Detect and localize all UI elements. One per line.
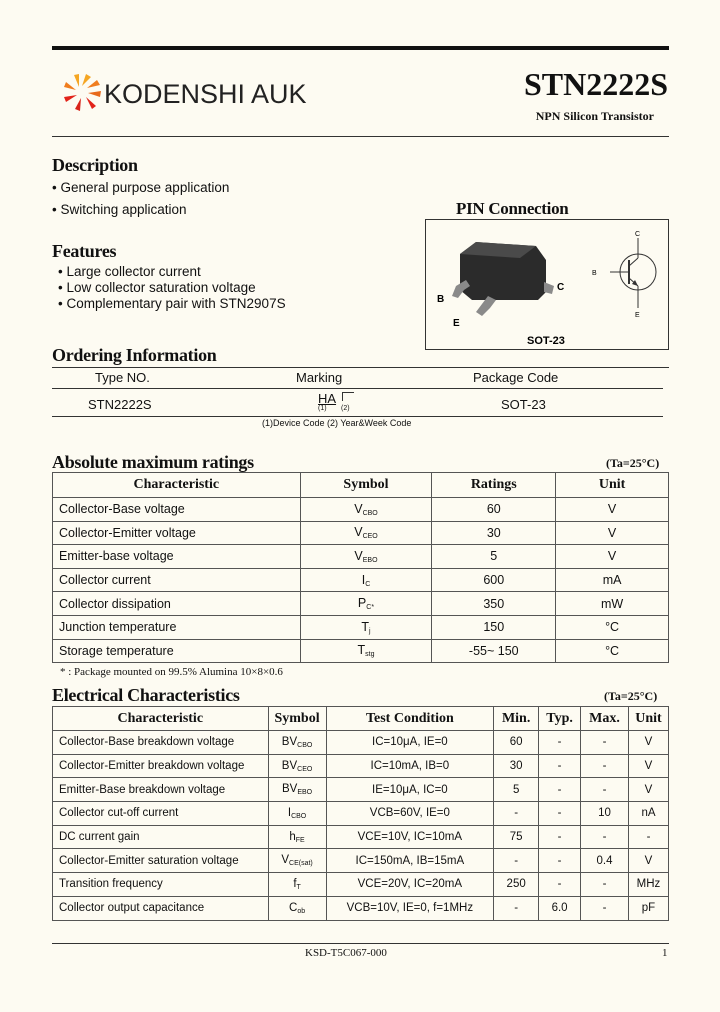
elec-symbol-sub: FE <box>295 836 305 844</box>
abs-unit-cell: mW <box>556 592 669 616</box>
elec-unit-cell: V <box>628 849 668 873</box>
abs-symbol-sub: j <box>369 627 371 635</box>
elec-condition-cell: IE=10μA, IC=0 <box>326 778 494 802</box>
elec-condition-cell: IC=150mA, IB=15mA <box>326 849 494 873</box>
elec-unit-cell: MHz <box>628 873 668 897</box>
elec-unit-cell: - <box>628 825 668 849</box>
elec-condition-cell: VCB=60V, IE=0 <box>326 802 494 826</box>
top-rule <box>52 46 669 50</box>
part-number-title: STN2222S <box>523 66 668 102</box>
abs-symbol: V <box>354 548 363 563</box>
elec-symbol-sub: EBO <box>297 789 313 797</box>
elec-min-cell: - <box>494 896 539 920</box>
abs-unit-cell: mA <box>556 568 669 592</box>
elec-symbol-cell <box>268 802 326 826</box>
abs-row <box>53 639 669 663</box>
ordering-bottom-rule <box>52 416 663 417</box>
footer-page-number: 1 <box>662 947 668 959</box>
elec-symbol: C <box>289 901 298 914</box>
abs-characteristic-cell: Collector current <box>53 568 301 592</box>
abs-characteristic-cell: Emitter-base voltage <box>53 545 301 569</box>
elec-unit-cell: pF <box>628 896 668 920</box>
abs-unit-cell: V <box>556 521 669 545</box>
schematic-b-label: B <box>592 270 597 277</box>
features-heading: Features <box>52 241 117 261</box>
ordering-heading: Ordering Information <box>52 345 217 365</box>
elec-max-cell: - <box>581 778 629 802</box>
abs-header-cell: Characteristic <box>53 473 301 498</box>
elec-min-cell: 30 <box>494 754 539 778</box>
elec-min-cell: 250 <box>494 873 539 897</box>
header-divider <box>52 136 669 137</box>
elec-min-cell: 5 <box>494 778 539 802</box>
elec-max-cell: - <box>581 731 629 755</box>
elec-header-cell: Min. <box>494 707 539 731</box>
pin-e-label: E <box>453 318 460 329</box>
pin-connection-figure <box>425 219 669 350</box>
elec-max-cell: 10 <box>581 802 629 826</box>
elec-symbol-cell <box>268 825 326 849</box>
elec-symbol-cell <box>268 896 326 920</box>
schematic-e-label: E <box>635 312 640 319</box>
ordering-col-package: Package Code <box>473 370 559 385</box>
elec-symbol-cell <box>268 754 326 778</box>
elec-characteristic-cell: Collector-Emitter saturation voltage <box>53 849 269 873</box>
elec-symbol-sub: CBO <box>297 741 313 749</box>
elec-header-cell: Symbol <box>268 707 326 731</box>
description-item: • General purpose application <box>52 180 230 195</box>
sot23-package-icon <box>426 220 670 351</box>
elec-symbol: BV <box>281 783 298 796</box>
elec-unit-cell: V <box>628 731 668 755</box>
abs-header-cell: Symbol <box>300 473 432 498</box>
elec-characteristic-cell: Collector output capacitance <box>53 896 269 920</box>
abs-characteristic-cell: Junction temperature <box>53 615 301 639</box>
abs-symbol: P <box>357 596 367 611</box>
elec-unit-cell: V <box>628 754 668 778</box>
elec-symbol-cell <box>268 873 326 897</box>
abs-unit-cell: V <box>556 545 669 569</box>
abs-symbol-cell <box>300 639 432 663</box>
abs-symbol: V <box>354 501 363 516</box>
elec-header-cell: Test Condition <box>326 707 494 731</box>
elec-header-cell: Max. <box>581 707 629 731</box>
elec-characteristic-cell: DC current gain <box>53 825 269 849</box>
elec-symbol: BV <box>281 735 298 748</box>
elec-symbol: V <box>281 854 290 867</box>
part-subtitle: NPN Silicon Transistor <box>535 109 654 123</box>
abs-rating-cell: 5 <box>432 545 556 569</box>
abs-symbol-sub: C <box>365 580 371 588</box>
brand-name: KODENSHI AUK <box>104 79 307 109</box>
abs-row <box>53 592 669 616</box>
elec-characteristic-cell: Collector-Base breakdown voltage <box>53 731 269 755</box>
elec-condition: (Ta=25°C) <box>604 689 658 703</box>
elec-symbol-cell <box>268 731 326 755</box>
elec-typ-cell: - <box>539 849 581 873</box>
abs-max-heading: Absolute maximum ratings <box>52 452 254 472</box>
elec-unit-cell: nA <box>628 802 668 826</box>
abs-rating-cell: 150 <box>432 615 556 639</box>
elec-symbol-cell <box>268 778 326 802</box>
elec-header-cell: Characteristic <box>53 707 269 731</box>
abs-symbol: V <box>354 525 363 540</box>
elec-typ-cell: - <box>539 731 581 755</box>
abs-row <box>53 615 669 639</box>
abs-symbol-cell <box>300 568 432 592</box>
marking-note-2: (2) <box>341 405 350 412</box>
abs-unit-cell: °C <box>556 639 669 663</box>
abs-symbol-cell <box>300 498 432 522</box>
abs-unit-cell: °C <box>556 615 669 639</box>
elec-symbol: BV <box>281 759 298 772</box>
elec-condition-cell: VCE=20V, IC=20mA <box>326 873 494 897</box>
description-heading: Description <box>52 155 138 175</box>
abs-header-cell: Ratings <box>432 473 556 498</box>
elec-row <box>53 754 669 778</box>
elec-typ-cell: 6.0 <box>539 896 581 920</box>
elec-typ-cell: - <box>539 802 581 826</box>
abs-symbol-cell <box>300 615 432 639</box>
elec-symbol-sub: T <box>296 883 301 891</box>
abs-symbol: I <box>361 572 366 587</box>
ordering-col-marking: Marking <box>296 370 343 385</box>
elec-condition-cell: VCE=10V, IC=10mA <box>326 825 494 849</box>
elec-row <box>53 873 669 897</box>
pin-c-label: C <box>557 282 565 293</box>
elec-max-cell: - <box>581 825 629 849</box>
elec-row <box>53 778 669 802</box>
abs-symbol: T <box>361 619 370 634</box>
package-label: SOT-23 <box>527 335 565 347</box>
footer-doc-code: KSD-T5C067-000 <box>305 947 387 959</box>
feature-item: • Low collector saturation voltage <box>58 280 256 295</box>
elec-symbol: h <box>289 830 296 843</box>
elec-min-cell: 75 <box>494 825 539 849</box>
abs-rating-cell: 350 <box>432 592 556 616</box>
elec-condition-cell: VCB=10V, IE=0, f=1MHz <box>326 896 494 920</box>
abs-rating-cell: 60 <box>432 498 556 522</box>
abs-symbol: T <box>357 643 366 658</box>
marking-note-1: (1) <box>318 405 327 412</box>
elec-header-cell: Unit <box>628 707 668 731</box>
elec-typ-cell: - <box>539 825 581 849</box>
abs-row <box>53 521 669 545</box>
elec-symbol-sub: CE(sat) <box>289 860 313 868</box>
elec-row <box>53 731 669 755</box>
abs-max-condition: (Ta=25°C) <box>606 456 660 470</box>
ordering-type-value: STN2222S <box>88 397 152 412</box>
abs-max-table <box>52 472 669 663</box>
abs-row <box>53 498 669 522</box>
elec-characteristic-cell: Emitter-Base breakdown voltage <box>53 778 269 802</box>
elec-symbol-sub: ob <box>297 907 306 915</box>
elec-symbol-cell <box>268 849 326 873</box>
elec-max-cell: - <box>581 896 629 920</box>
abs-characteristic-cell: Collector-Base voltage <box>53 498 301 522</box>
abs-symbol-sub: EBO <box>362 556 378 564</box>
abs-unit-cell: V <box>556 498 669 522</box>
feature-item: • Complementary pair with STN2907S <box>58 296 286 311</box>
elec-row <box>53 849 669 873</box>
abs-rating-cell: 30 <box>432 521 556 545</box>
elec-typ-cell: - <box>539 873 581 897</box>
elec-table <box>52 706 669 921</box>
elec-typ-cell: - <box>539 754 581 778</box>
abs-row <box>53 545 669 569</box>
elec-row <box>53 896 669 920</box>
abs-symbol-sub: stg <box>365 651 375 659</box>
feature-item: • Large collector current <box>58 264 201 279</box>
abs-symbol-cell <box>300 521 432 545</box>
kodenshi-logo-icon <box>62 72 102 112</box>
elec-typ-cell: - <box>539 778 581 802</box>
elec-characteristic-cell: Collector cut-off current <box>53 802 269 826</box>
schematic-c-label: C <box>635 231 641 238</box>
elec-row <box>53 802 669 826</box>
abs-symbol-sub: CEO <box>362 533 378 541</box>
abs-row <box>53 568 669 592</box>
abs-symbol-sub: C* <box>366 604 375 612</box>
elec-header-cell: Typ. <box>539 707 581 731</box>
abs-header-cell: Unit <box>556 473 669 498</box>
pin-connection-heading: PIN Connection <box>456 199 569 218</box>
elec-symbol-sub: CBO <box>291 812 307 820</box>
abs-max-footnote: * : Package mounted on 99.5% Alumina 10×8×0.6 <box>60 666 283 678</box>
elec-characteristic-cell: Transition frequency <box>53 873 269 897</box>
elec-characteristic-cell: Collector-Emitter breakdown voltage <box>53 754 269 778</box>
elec-symbol-sub: CEO <box>297 765 313 773</box>
ordering-top-rule <box>52 367 669 368</box>
abs-symbol-cell <box>300 592 432 616</box>
elec-min-cell: - <box>494 849 539 873</box>
elec-min-cell: - <box>494 802 539 826</box>
marking-code-box <box>342 392 354 401</box>
elec-min-cell: 60 <box>494 731 539 755</box>
ordering-package-value: SOT-23 <box>501 397 546 412</box>
abs-characteristic-cell: Storage temperature <box>53 639 301 663</box>
elec-unit-cell: V <box>628 778 668 802</box>
description-item: • Switching application <box>52 202 187 217</box>
abs-characteristic-cell: Collector dissipation <box>53 592 301 616</box>
elec-condition-cell: IC=10mA, IB=0 <box>326 754 494 778</box>
elec-max-cell: - <box>581 873 629 897</box>
elec-max-cell: 0.4 <box>581 849 629 873</box>
pin-b-label: B <box>437 294 445 305</box>
elec-condition-cell: IC=10μA, IE=0 <box>326 731 494 755</box>
abs-symbol-sub: CBO <box>362 509 378 517</box>
elec-symbol: f <box>293 877 297 890</box>
abs-rating-cell: -55~ 150 <box>432 639 556 663</box>
elec-max-cell: - <box>581 754 629 778</box>
elec-heading: Electrical Characteristics <box>52 685 240 705</box>
abs-rating-cell: 600 <box>432 568 556 592</box>
abs-characteristic-cell: Collector-Emitter voltage <box>53 521 301 545</box>
ordering-marking-value: HA <box>318 391 337 406</box>
ordering-header-rule <box>52 388 663 389</box>
ordering-col-type: Type NO. <box>95 370 150 385</box>
abs-symbol-cell <box>300 545 432 569</box>
elec-row <box>53 825 669 849</box>
ordering-note: (1)Device Code (2) Year&Week Code <box>262 418 412 428</box>
footer-rule <box>52 943 669 944</box>
elec-symbol: I <box>287 806 292 819</box>
